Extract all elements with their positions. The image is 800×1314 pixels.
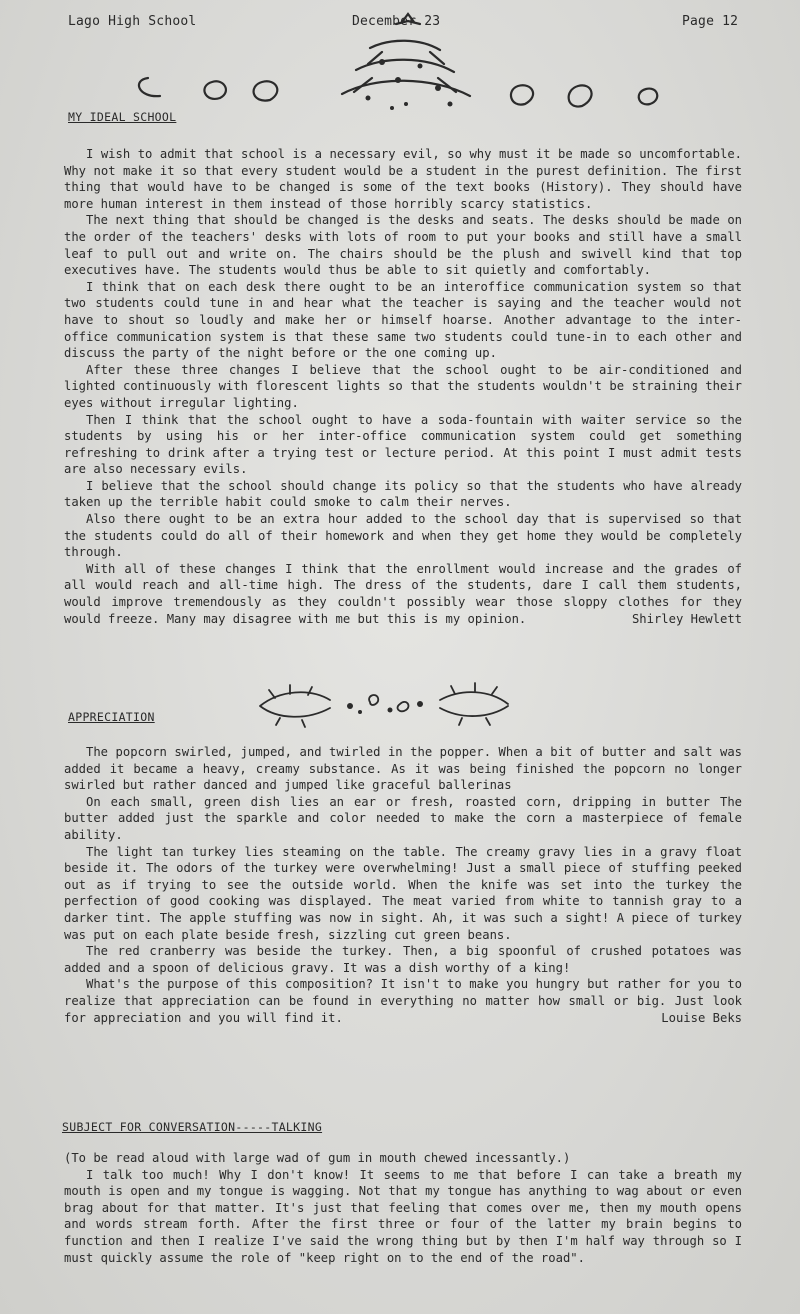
paragraph: I believe that the school should change its policy so that the students who have already taken up the terrible habit could smoke to calm their nerves. <box>64 478 742 510</box>
paragraph: I wish to admit that school is a necessary evil, so why must it be made so uncomfortable. Why not make it so that every student would be a student in the purest definition. The first thing that would have to be changed is some of the text books (History). They should have more human interest in them instead of those horribly scarcy statistics. <box>64 147 742 211</box>
paragraph: Also there ought to be an extra hour added to the school day that is supervised so that the students could do all of their homework and when they get home they would be completely through. <box>64 512 742 560</box>
paragraph: I think that on each desk there ought to be an interoffice communication system so that two students could tune in and hear what the teacher is saying and the teacher would not have to shout so loudly and make her or himself hoarse. Another advantage to the inter-office communication system is that these same two students could tune-in to each other and discuss the party of the night before or the one coming up. <box>64 279 742 361</box>
page-number: Page 12 <box>682 14 739 29</box>
paragraph: I talk too much! Why I don't know! It seems to me that before I can take a breath my mouth is open and my tongue is wagging. Not that my tongue has anything to wag about or even brag about for that matter. It's just that feeling that comes over me, then my mouth opens and words stream forth. After the first three or four of the latter my brain begins to function and then I realize I've said the wrong thing but by then I'm half way through so I must quickly assume the role of "keep right on to the end of the road". <box>64 1167 742 1265</box>
article-intro: (To be read aloud with large wad of gum in mouth chewed incessantly.) <box>64 1151 571 1165</box>
issue-date: December 23 <box>352 14 441 29</box>
paragraph: The next thing that should be changed is the desks and seats. The desks should be made on the order of the teachers' desks with lots of room to put your books and still have a small leaf to pull out and write on. The chairs should be the plush and swivell kind that top executives have. The students would thus be able to sit quietly and comfortably. <box>64 213 742 278</box>
paragraph: The light tan turkey lies steaming on the table. The creamy gravy lies in a gravy float beside it. The odors of the turkey were overwhelming! Just a small piece of stuffing peeked out as if trying to see the outside world. When the knife was set into the turkey the perfection of good cooking was displayed. The meat varied from white to tannish gray to a darker tint. The apple stuffing was now in sight. Ah, it was such a sight! A piece of turkey was put on each plate beside fresh, sizzling cut green beans. <box>64 844 742 942</box>
paragraph: On each small, green dish lies an ear or fresh, roasted corn, dripping in butter The butter added just the sparkle and color needed to make the corn a masterpiece of female ability. <box>64 794 742 842</box>
author-signature: Louise Beks <box>661 1010 742 1025</box>
paragraph: The red cranberry was beside the turkey. Then, a big spoonful of crushed potatoes was added and a spoon of delicious gravy. It was a dish worthy of a king! <box>64 944 742 975</box>
article-title-ideal-school: MY IDEAL SCHOOL <box>68 110 177 124</box>
article-body-appreciation <box>64 744 742 1026</box>
article-title-appreciation: APPRECIATION <box>68 710 155 724</box>
school-name: Lago High School <box>68 14 197 29</box>
author-signature: Shirley Hewlett <box>631 611 742 626</box>
article-title-talking: SUBJECT FOR CONVERSATION-----TALKING <box>62 1120 323 1134</box>
garland-doodle-icon <box>250 680 520 730</box>
paragraph: The popcorn swirled, jumped, and twirled in the popper. When a bit of butter and salt was added it became a heavy, creamy substance. As it was being finished the popcorn no longer swirled but rather danced and jumped like graceful ballerinas <box>64 745 742 793</box>
paragraph: Then I think that the school ought to have a soda-fountain with waiter service so the students by using his or her inter-office communication system could get something refreshing to drink after a trying test or lecture period. At this point I must admit tests are also necessary evils. <box>64 412 742 477</box>
article-body-ideal-school <box>64 146 742 627</box>
paragraph: What's the purpose of this composition? It isn't to make you hungry but rather for you to realize that appreciation can be found in everything no matter how small or big. Just look for appreciation and you will find it. <box>64 977 742 1025</box>
paragraph: After these three changes I believe that the school ought to be air-conditioned and lighted continuously with florescent lights so that the students wouldn't be straining their eyes without irregular lighting. <box>64 362 742 410</box>
paragraph: With all of these changes I think that the enrollment would increase and the grades of all would reach and all-time high. The dress of the students, dare I call them students, would improve tremendously as they couldn't possibly wear those sloppy clothes for they would freeze. Many may disagree with me but this is my opinion. <box>64 561 742 626</box>
article-body-talking <box>64 1150 742 1266</box>
christmas-tree-doodle-icon <box>120 8 680 118</box>
